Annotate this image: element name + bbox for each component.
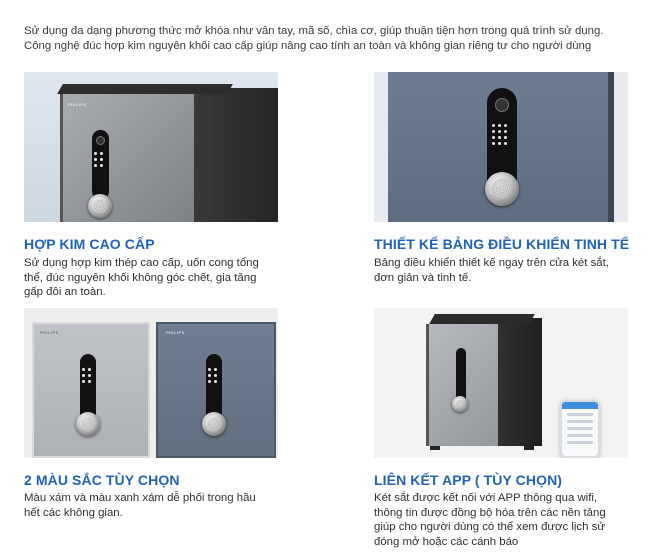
feature-4-line-4: đóng mở hoặc các cánh báo: [374, 535, 519, 548]
feature-3-title: 2 MÀU SẮC TÙY CHỌN: [24, 472, 180, 488]
grey-keypad-buttons: [82, 368, 91, 383]
safe-foot-left: [430, 446, 440, 450]
safe-top: [57, 84, 233, 94]
app-link-image: [374, 308, 628, 458]
phone-app-row: [567, 413, 593, 416]
phone-app-header: [562, 402, 598, 409]
feature-1-line-1: Sử dụng hợp kim thép cao cấp, uốn cong tổng: [24, 257, 259, 269]
intro-line-2: Công nghệ đúc hợp kim nguyên khối cao cấp giúp nâng cao tính an toàn và không gian riêng tư cho người dùng: [24, 40, 592, 52]
safe-top: [429, 314, 535, 324]
safe-knob: [485, 172, 519, 206]
feature-4-description: [374, 491, 644, 549]
safe-front: [60, 94, 194, 222]
grey-safe-knob: [76, 412, 100, 436]
safe-knob: [88, 194, 112, 218]
blue-keypad-buttons: [208, 368, 217, 383]
phone-app-row: [567, 434, 593, 437]
phone-app-row: [567, 420, 593, 423]
feature-2-title: THIẾT KẾ BẢNG ĐIỀU KHIỂN TINH TẾ: [374, 236, 630, 252]
phone-app-row: [567, 441, 593, 444]
color-options-image: [24, 308, 278, 458]
safe-brand-logo: PHILIPS: [68, 102, 87, 107]
feature-4-line-3: giúp cho người dùng có thể xem được lịch sử: [374, 521, 605, 533]
blue-safe-brand-logo: PHILIPS: [166, 330, 185, 335]
feature-3-line-2: hết các không gian.: [24, 506, 123, 519]
feature-4-title: LIÊN KẾT APP ( TÙY CHỌN): [374, 472, 563, 488]
control-panel-image: [374, 72, 628, 222]
intro-text: [24, 24, 634, 54]
feature-4-line-2: thông tin được đồng bộ hóa trên các nền tảng: [374, 506, 606, 519]
feature-3-line-1: Màu xám và màu xanh xám dễ phối trong hầu: [24, 492, 256, 504]
feature-4-line-1: Két sắt được kết nối với APP thông qua wifi,: [374, 492, 598, 504]
phone-app-row: [567, 427, 593, 430]
grey-safe-brand-logo: PHILIPS: [40, 330, 59, 335]
fingerprint-sensor: [495, 98, 509, 112]
feature-3-description: [24, 491, 324, 520]
feature-1-line-3: gấp đôi an toàn.: [24, 286, 106, 298]
feature-1-title: HỢP KIM CAO CẤP: [24, 236, 155, 252]
safe-alloy-image: [24, 72, 278, 222]
feature-1-description: [24, 256, 324, 300]
feature-2-description: [374, 256, 644, 285]
keypad-buttons: [492, 124, 507, 145]
safe-side: [190, 88, 278, 222]
safe-foot-right: [524, 446, 534, 450]
feature-2-line-2: đơn giản và tinh tế.: [374, 271, 472, 284]
keypad-buttons: [94, 152, 103, 167]
safe-side: [492, 318, 542, 446]
intro-line-1: Sử dụng đa dạng phương thức mở khóa như vân tay, mã số, chìa cơ, giúp thuận tiện hơn trong quá trình sử dụng.: [24, 25, 604, 37]
phone-app-mockup: [560, 400, 600, 458]
safe-knob: [452, 396, 468, 412]
feature-1-line-2: thể, đúc nguyên khối không góc chết, gia tăng: [24, 271, 257, 284]
blue-safe-knob: [202, 412, 226, 436]
feature-2-line-1: Bảng điều khiển thiết kế ngay trên cửa két sắt,: [374, 257, 609, 269]
fingerprint-sensor: [96, 136, 105, 145]
